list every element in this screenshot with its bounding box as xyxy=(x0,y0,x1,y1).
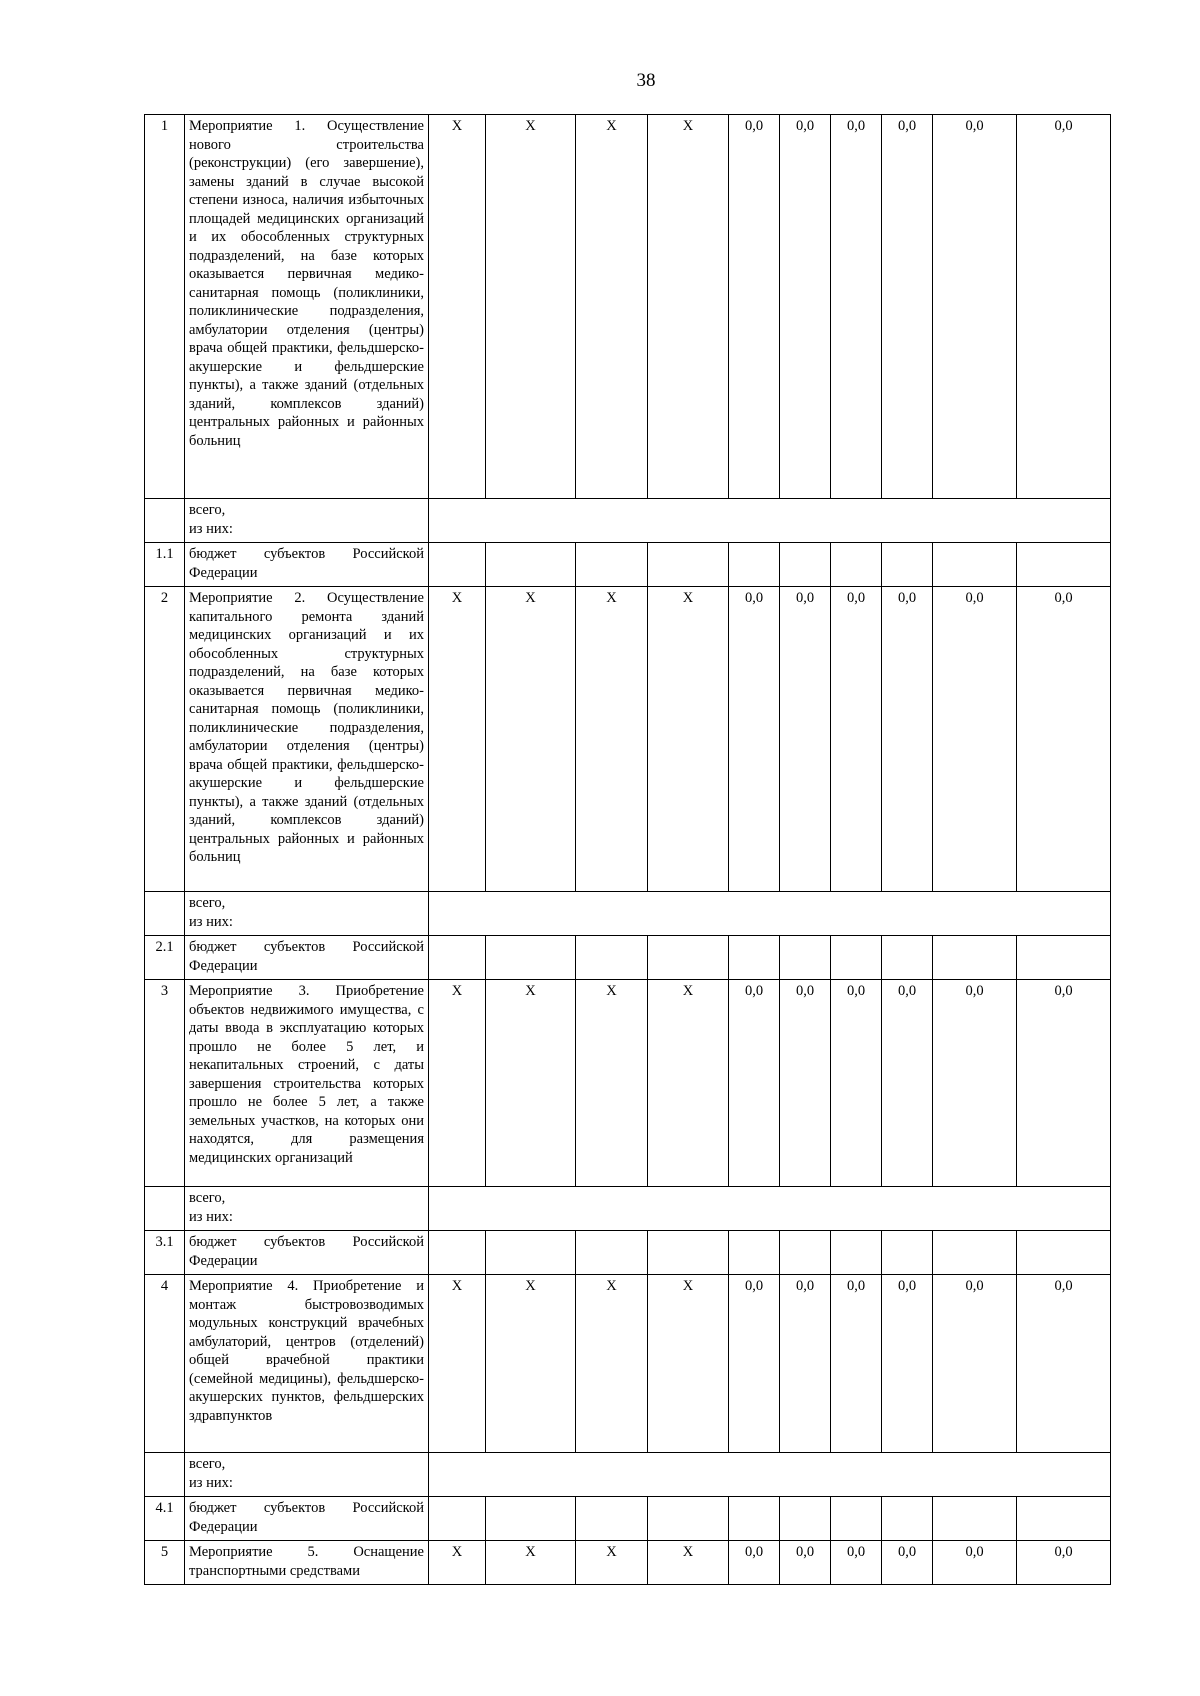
value-cell xyxy=(831,936,882,980)
row-description: всего, из них: xyxy=(185,499,429,543)
table-row xyxy=(145,1497,1111,1541)
value-cell xyxy=(648,936,729,980)
value-cell: Х xyxy=(576,1541,648,1585)
value-cell xyxy=(429,543,486,587)
value-cell: 0,0 xyxy=(882,980,933,1187)
value-cell: 0,0 xyxy=(729,1541,780,1585)
value-cell: Х xyxy=(648,115,729,499)
value-cell: 0,0 xyxy=(882,1541,933,1585)
value-cell xyxy=(831,543,882,587)
row-number: 4 xyxy=(145,1275,185,1453)
merged-empty-cell xyxy=(429,1187,1111,1231)
row-number xyxy=(145,1187,185,1231)
row-number xyxy=(145,499,185,543)
row-number: 3.1 xyxy=(145,1231,185,1275)
value-cell xyxy=(780,936,831,980)
table-row xyxy=(145,892,1111,936)
value-cell xyxy=(729,543,780,587)
value-cell xyxy=(882,1231,933,1275)
table-row xyxy=(145,1453,1111,1497)
row-number: 5 xyxy=(145,1541,185,1585)
merged-empty-cell xyxy=(429,499,1111,543)
row-description: Мероприятие 3. Приобретение объектов недвижимого имущества, с даты ввода в эксплуатацию которых прошло не более 5 лет, и некапитальных строений, с даты завершения строительства которых прошло не более 5 лет, а также земельных участков, на которых они находятся, для размещения медицинских организаций xyxy=(185,980,429,1187)
value-cell xyxy=(882,1497,933,1541)
value-cell xyxy=(780,543,831,587)
row-number: 2 xyxy=(145,587,185,892)
row-description: всего, из них: xyxy=(185,892,429,936)
value-cell: 0,0 xyxy=(1017,115,1111,499)
value-cell: 0,0 xyxy=(831,1275,882,1453)
value-cell: 0,0 xyxy=(1017,1541,1111,1585)
value-cell: Х xyxy=(648,1275,729,1453)
value-cell xyxy=(1017,1497,1111,1541)
value-cell: 0,0 xyxy=(831,587,882,892)
value-cell: 0,0 xyxy=(729,980,780,1187)
table-row xyxy=(145,980,1111,1187)
row-description: Мероприятие 2. Осуществление капитального ремонта зданий медицинских организаций и их обособленных структурных подразделений, на базе которых оказывается первичная медико-санитарная помощь (поликлиники, поликлинические подразделения, амбулатории отделения (центры) врача общей практики, фельдшерско-акушерские и фельдшерские пункты), а также зданий (отдельных зданий, комплексов зданий) центральных районных и районных больниц xyxy=(185,587,429,892)
value-cell xyxy=(486,1231,576,1275)
value-cell xyxy=(1017,1231,1111,1275)
row-number xyxy=(145,892,185,936)
value-cell: 0,0 xyxy=(780,115,831,499)
value-cell: Х xyxy=(648,587,729,892)
value-cell: 0,0 xyxy=(780,1275,831,1453)
value-cell: 0,0 xyxy=(933,587,1017,892)
value-cell xyxy=(429,936,486,980)
value-cell: 0,0 xyxy=(933,980,1017,1187)
merged-empty-cell xyxy=(429,892,1111,936)
table-row xyxy=(145,1187,1111,1231)
value-cell: Х xyxy=(486,587,576,892)
value-cell: Х xyxy=(429,1541,486,1585)
table-row xyxy=(145,499,1111,543)
value-cell: 0,0 xyxy=(780,1541,831,1585)
row-description: всего, из них: xyxy=(185,1453,429,1497)
value-cell xyxy=(933,1497,1017,1541)
row-description: Мероприятие 1. Осуществление нового строительства (реконструкции) (его завершение), замены зданий в случае высокой степени износа, наличия избыточных площадей медицинских организаций и их обособленных структурных подразделений, на базе которых оказывается первичная медико-санитарная помощь (поликлиники, поликлинические подразделения, амбулатории отделения (центры) врача общей практики, фельдшерско-акушерские и фельдшерские пункты), а также зданий (отдельных зданий, комплексов зданий) центральных районных и районных больниц xyxy=(185,115,429,499)
value-cell: 0,0 xyxy=(831,1541,882,1585)
value-cell xyxy=(429,1231,486,1275)
value-cell: Х xyxy=(576,587,648,892)
value-cell: Х xyxy=(486,1275,576,1453)
value-cell xyxy=(729,1231,780,1275)
value-cell: 0,0 xyxy=(780,587,831,892)
value-cell xyxy=(831,1497,882,1541)
value-cell xyxy=(486,1497,576,1541)
value-cell: 0,0 xyxy=(831,980,882,1187)
value-cell: 0,0 xyxy=(1017,587,1111,892)
row-number: 4.1 xyxy=(145,1497,185,1541)
value-cell: Х xyxy=(429,980,486,1187)
table-row xyxy=(145,587,1111,892)
table-row xyxy=(145,1541,1111,1585)
row-description: всего, из них: xyxy=(185,1187,429,1231)
row-description: бюджет субъектов Российской Федерации xyxy=(185,543,429,587)
row-number: 3 xyxy=(145,980,185,1187)
value-cell: 0,0 xyxy=(882,1275,933,1453)
value-cell: 0,0 xyxy=(882,115,933,499)
value-cell: 0,0 xyxy=(729,115,780,499)
value-cell: 0,0 xyxy=(933,115,1017,499)
value-cell: 0,0 xyxy=(729,587,780,892)
value-cell xyxy=(933,1231,1017,1275)
value-cell xyxy=(780,1497,831,1541)
page-number: 38 xyxy=(636,70,656,91)
value-cell xyxy=(729,936,780,980)
row-description: Мероприятие 5. Оснащение транспортными средствами xyxy=(185,1541,429,1585)
value-cell xyxy=(933,543,1017,587)
value-cell xyxy=(486,543,576,587)
value-cell: Х xyxy=(429,115,486,499)
value-cell: 0,0 xyxy=(831,115,882,499)
table-row xyxy=(145,115,1111,499)
value-cell: Х xyxy=(486,1541,576,1585)
row-description: бюджет субъектов Российской Федерации xyxy=(185,1497,429,1541)
value-cell: Х xyxy=(486,115,576,499)
value-cell xyxy=(1017,936,1111,980)
table-body xyxy=(145,115,1111,1585)
value-cell xyxy=(933,936,1017,980)
value-cell: Х xyxy=(648,1541,729,1585)
value-cell: 0,0 xyxy=(1017,980,1111,1187)
value-cell xyxy=(780,1231,831,1275)
data-table xyxy=(144,114,1111,1585)
row-number: 2.1 xyxy=(145,936,185,980)
value-cell: 0,0 xyxy=(780,980,831,1187)
row-number: 1.1 xyxy=(145,543,185,587)
value-cell: 0,0 xyxy=(1017,1275,1111,1453)
value-cell xyxy=(576,543,648,587)
table-row xyxy=(145,1275,1111,1453)
value-cell xyxy=(831,1231,882,1275)
value-cell xyxy=(882,936,933,980)
value-cell: 0,0 xyxy=(882,587,933,892)
value-cell: 0,0 xyxy=(729,1275,780,1453)
value-cell: Х xyxy=(648,980,729,1187)
row-description: бюджет субъектов Российской Федерации xyxy=(185,936,429,980)
value-cell xyxy=(648,1231,729,1275)
value-cell xyxy=(429,1497,486,1541)
merged-empty-cell xyxy=(429,1453,1111,1497)
value-cell xyxy=(576,1497,648,1541)
value-cell: Х xyxy=(429,587,486,892)
table-row xyxy=(145,543,1111,587)
row-description: Мероприятие 4. Приобретение и монтаж быстровозводимых модульных конструкций врачебных амбулаторий, центров (отделений) общей врачебной практики (семейной медицины), фельдшерско-акушерских пунктов, фельдшерских здравпунктов xyxy=(185,1275,429,1453)
value-cell xyxy=(882,543,933,587)
value-cell xyxy=(729,1497,780,1541)
value-cell: Х xyxy=(486,980,576,1187)
value-cell: Х xyxy=(576,1275,648,1453)
value-cell xyxy=(576,1231,648,1275)
row-number: 1 xyxy=(145,115,185,499)
row-description: бюджет субъектов Российской Федерации xyxy=(185,1231,429,1275)
value-cell xyxy=(576,936,648,980)
value-cell xyxy=(648,543,729,587)
value-cell: 0,0 xyxy=(933,1541,1017,1585)
value-cell xyxy=(1017,543,1111,587)
value-cell xyxy=(648,1497,729,1541)
value-cell xyxy=(486,936,576,980)
value-cell: 0,0 xyxy=(933,1275,1017,1453)
table-row xyxy=(145,1231,1111,1275)
table-row xyxy=(145,936,1111,980)
value-cell: Х xyxy=(576,980,648,1187)
row-number xyxy=(145,1453,185,1497)
value-cell: Х xyxy=(429,1275,486,1453)
value-cell: Х xyxy=(576,115,648,499)
